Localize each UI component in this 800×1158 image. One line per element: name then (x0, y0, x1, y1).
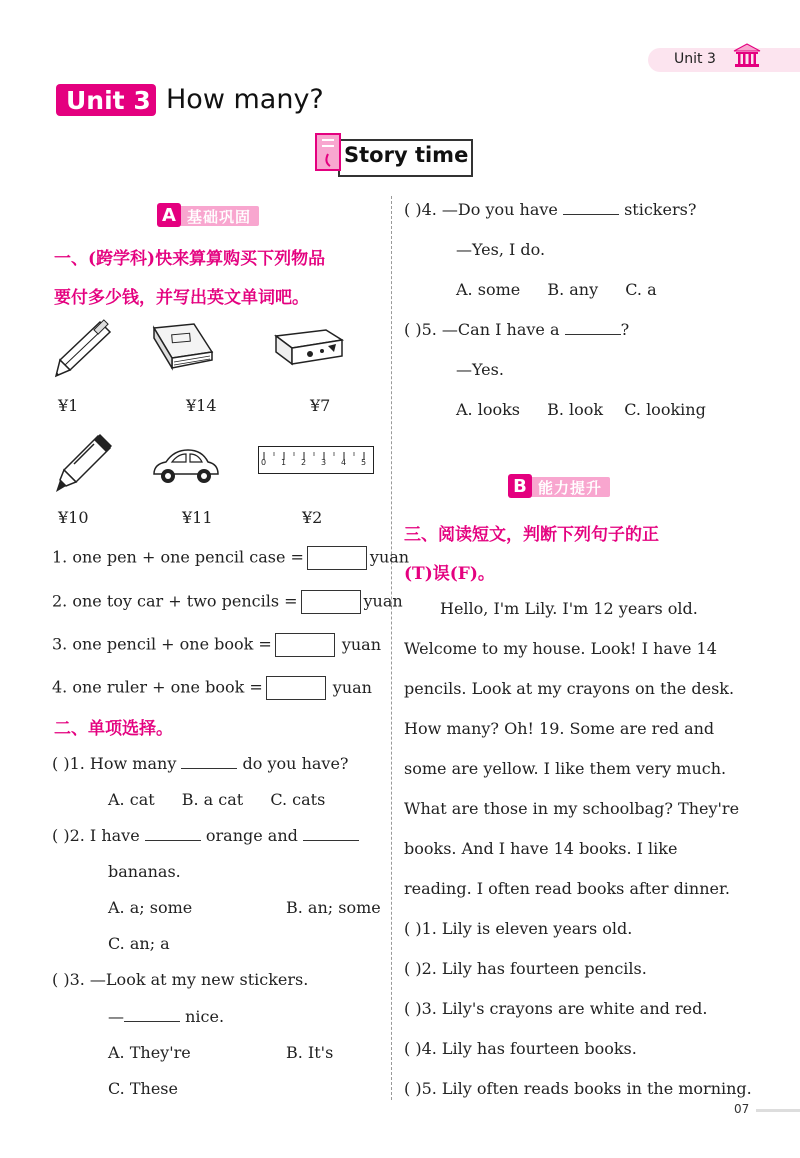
passage-line: pencils. Look at my crayons on the desk. (404, 679, 735, 698)
ruler-number: 5 (361, 458, 367, 467)
passage-line: books. And I have 14 books. I like (404, 839, 678, 858)
answer-paren[interactable]: ( ) (404, 959, 422, 978)
passage-line: What are those in my schoolbag? They're (404, 799, 740, 818)
page-number: 07 (734, 1102, 750, 1116)
statement-text: 3. Lily's crayons are white and red. (421, 999, 708, 1018)
statement-text: 1. Lily is eleven years old. (421, 919, 633, 938)
part1-heading-line1: 一、(跨学科)快来算算购买下列物品 (54, 249, 326, 269)
yuan-label: yuan (363, 591, 403, 611)
option-a: A. some (456, 280, 521, 299)
part2-question-3 (52, 970, 308, 990)
pen-icon (54, 432, 116, 498)
part2-q3-option-a: A. They're (108, 1043, 191, 1062)
ruler-number: 4 (341, 458, 347, 467)
part2-question-1 (52, 754, 349, 774)
tf-statement-3 (404, 999, 707, 1019)
question-text: 5. —Can I have a (421, 320, 560, 339)
answer-paren[interactable]: ( ) (404, 200, 422, 219)
answer-box[interactable] (301, 590, 361, 614)
part2-q2-option-a: A. a; some (108, 898, 193, 917)
part2-heading: 二、单项选择。 (54, 719, 173, 739)
part2-question-4 (404, 200, 696, 220)
ruler-number: 3 (321, 458, 327, 467)
ruler-number: 0 (261, 458, 267, 467)
pencil-case-icon (270, 326, 346, 374)
section-a-tag (157, 205, 259, 227)
part2-q5-options (456, 400, 706, 420)
question-text: 4. —Do you have (421, 200, 558, 219)
tf-statement-1 (404, 919, 632, 939)
tf-statement-5 (404, 1079, 752, 1099)
question-text: 2. I have (69, 826, 140, 845)
page-title: How many? (166, 84, 324, 115)
part1-heading-line2: 要付多少钱，并写出英文单词吧。 (54, 288, 309, 308)
part1-q3-text: 3. one pencil + one book = (52, 634, 272, 654)
part2-q2-option-b: B. an; some (286, 898, 381, 917)
price-toy-car: ¥11 (182, 508, 213, 527)
part1-q1-text: 1. one pen + one pencil case = (52, 547, 304, 567)
fill-blank[interactable] (181, 754, 237, 769)
statement-text: 4. Lily has fourteen books. (421, 1039, 637, 1058)
footer-line (756, 1109, 800, 1112)
question-text: do you have? (242, 754, 349, 773)
answer-paren[interactable]: ( ) (404, 1039, 422, 1058)
section-b-letter: B (508, 474, 532, 498)
price-book: ¥14 (186, 396, 217, 415)
part2-q2-option-c: C. an; a (108, 934, 170, 953)
building-icon (732, 42, 762, 74)
answer-paren[interactable]: ( ) (404, 320, 422, 339)
answer-paren[interactable]: ( ) (52, 970, 70, 989)
passage-line: How many? Oh! 19. Some are red and (404, 719, 715, 738)
answer-box[interactable] (266, 676, 326, 700)
part2-question-5 (404, 320, 629, 340)
part2-q2-continuation: bananas. (108, 862, 181, 881)
part2-q3-option-b: B. It's (286, 1043, 334, 1062)
yuan-label: yuan (341, 634, 382, 654)
price-pen: ¥10 (58, 508, 89, 527)
part1-question-4 (52, 676, 372, 700)
passage-line: Welcome to my house. Look! I have 14 (404, 639, 717, 658)
unit-tab-label: Unit 3 (674, 51, 716, 67)
fill-blank[interactable] (124, 1007, 180, 1022)
tf-statement-2 (404, 959, 647, 979)
yuan-label: yuan (332, 677, 372, 697)
part2-q3-reply (108, 1007, 224, 1027)
part1-question-2 (52, 590, 403, 614)
part2-q5-reply: —Yes. (456, 360, 504, 379)
price-ruler: ¥2 (302, 508, 323, 527)
option-c: C. looking (624, 400, 706, 419)
answer-box[interactable] (307, 546, 367, 570)
answer-box[interactable] (275, 633, 335, 657)
statement-text: 2. Lily has fourteen pencils. (421, 959, 647, 978)
section-a-label: 基础巩固 (157, 206, 259, 226)
question-text: stickers? (624, 200, 697, 219)
column-divider (391, 196, 392, 1100)
ruler-number: 1 (281, 458, 287, 467)
question-text: ? (620, 320, 630, 339)
story-book-icon (314, 132, 344, 178)
statement-text: 5. Lily often reads books in the morning. (421, 1079, 752, 1098)
toy-car-icon (150, 446, 222, 490)
passage-line: some are yellow. I like them very much. (404, 759, 727, 778)
option-b: B. look (547, 400, 604, 419)
fill-blank[interactable] (145, 826, 201, 841)
option-a: A. looks (456, 400, 521, 419)
answer-paren[interactable]: ( ) (404, 1079, 422, 1098)
answer-paren[interactable]: ( ) (404, 919, 422, 938)
part1-q4-text: 4. one ruler + one book = (52, 677, 263, 697)
answer-paren[interactable]: ( ) (52, 826, 70, 845)
question-text: nice. (185, 1007, 225, 1026)
question-text: orange and (205, 826, 298, 845)
section-b-label: 能力提升 (508, 477, 610, 497)
option-b: B. any (547, 280, 599, 299)
part3-heading-line2: (T)误(F)。 (404, 564, 495, 584)
question-text: 3. —Look at my new stickers. (69, 970, 309, 989)
part2-question-2 (52, 826, 359, 846)
story-time-label: Story time (344, 143, 469, 167)
part2-q3-option-c: C. These (108, 1079, 178, 1098)
pencil-icon (54, 318, 116, 382)
option-c: C. a (625, 280, 657, 299)
dash: — (108, 1007, 124, 1026)
yuan-label: yuan (369, 547, 410, 567)
option-c: C. cats (270, 790, 326, 809)
option-b: B. a cat (181, 790, 244, 809)
part2-q4-reply: —Yes, I do. (456, 240, 546, 259)
section-a-letter: A (157, 203, 181, 227)
part2-q1-options (108, 790, 325, 810)
book-icon (150, 322, 216, 376)
unit-tab (648, 48, 800, 72)
answer-paren[interactable]: ( ) (52, 754, 70, 773)
option-a: A. cat (108, 790, 155, 809)
part2-q4-options (456, 280, 657, 300)
fill-blank[interactable] (563, 200, 619, 215)
tf-statement-4 (404, 1039, 637, 1059)
part1-question-3 (52, 633, 381, 657)
ruler-ticks (260, 447, 372, 466)
part1-q2-text: 2. one toy car + two pencils = (52, 591, 298, 611)
ruler-number: 2 (301, 458, 307, 467)
question-text: 1. How many (69, 754, 177, 773)
answer-paren[interactable]: ( ) (404, 999, 422, 1018)
passage-line: Hello, I'm Lily. I'm 12 years old. (440, 599, 698, 618)
price-pencil-case: ¥7 (310, 396, 331, 415)
section-b-tag (508, 476, 610, 498)
passage-line: reading. I often read books after dinner. (404, 879, 730, 898)
part1-question-1 (52, 546, 409, 570)
fill-blank[interactable] (303, 826, 359, 841)
part3-heading-line1: 三、阅读短文，判断下列句子的正 (404, 525, 659, 545)
unit-badge-label: Unit 3 (66, 86, 151, 115)
fill-blank[interactable] (565, 320, 621, 335)
price-pencil: ¥1 (58, 396, 79, 415)
